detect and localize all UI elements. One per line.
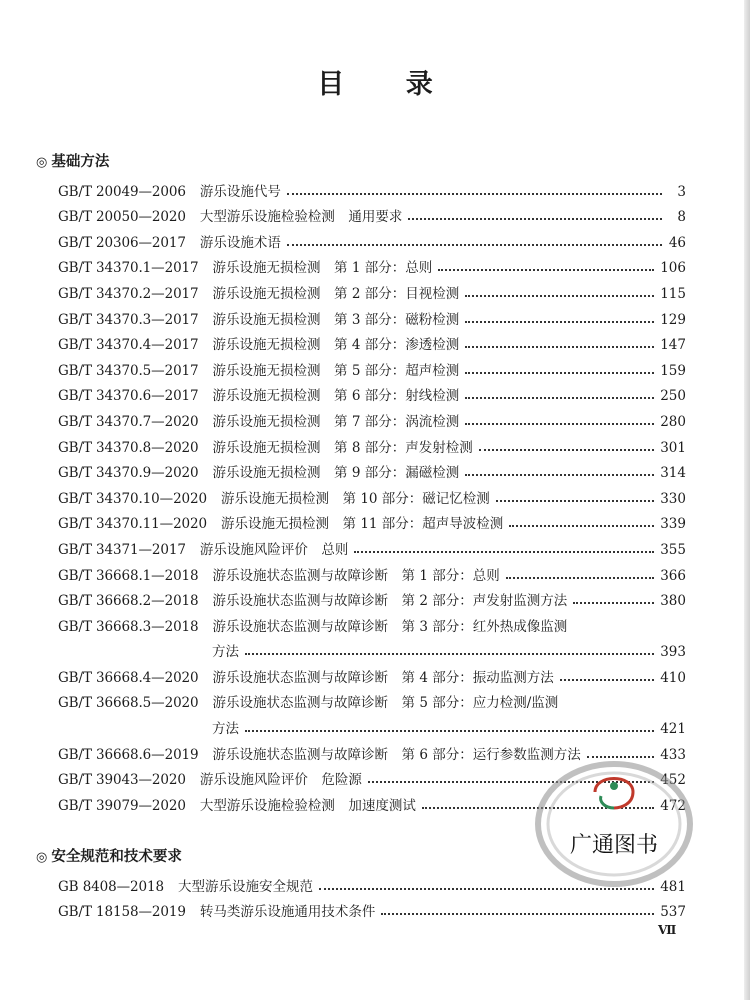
standard-title: 游乐设施无损检测 第 2 部分：目视检测 bbox=[212, 285, 460, 302]
dot-leader bbox=[496, 499, 654, 502]
toc-entry bbox=[36, 353, 686, 379]
dot-leader bbox=[573, 601, 654, 604]
standard-code: GB/T 18158—2019 bbox=[58, 904, 186, 921]
toc-entry bbox=[36, 686, 686, 712]
standard-title: 游乐设施状态监测与故障诊断 第 5 部分：应力检测/监测 bbox=[212, 695, 559, 712]
standard-code: GB/T 36668.5—2020 bbox=[58, 695, 199, 712]
dot-leader bbox=[465, 473, 654, 476]
dot-leader bbox=[354, 550, 654, 553]
standard-code: GB/T 36668.6—2019 bbox=[58, 746, 199, 763]
page-ref: 537 bbox=[660, 904, 686, 921]
toc-entry bbox=[36, 507, 686, 533]
page-ref: 472 bbox=[660, 797, 686, 814]
standard-title: 转马类游乐设施通用技术条件 bbox=[199, 904, 376, 921]
standard-title: 大型游乐设施检验检测 加速度测试 bbox=[199, 797, 416, 814]
toc-entry-continuation bbox=[36, 711, 686, 737]
page-number: Ⅶ bbox=[658, 923, 677, 937]
toc-entry bbox=[36, 225, 686, 251]
standard-title: 游乐设施代号 bbox=[199, 183, 281, 200]
toc-entry bbox=[36, 302, 686, 328]
toc-entry bbox=[36, 481, 686, 507]
toc-entry bbox=[36, 174, 686, 200]
page-ref: 421 bbox=[660, 721, 686, 738]
dot-leader bbox=[465, 396, 654, 399]
dot-leader bbox=[465, 294, 654, 297]
page-ref: 129 bbox=[660, 311, 686, 328]
standard-code: GB/T 39079—2020 bbox=[58, 797, 186, 814]
standard-title: 游乐设施无损检测 第 6 部分：射线检测 bbox=[212, 388, 460, 405]
standard-code: GB/T 39043—2020 bbox=[58, 772, 186, 789]
standard-code: GB/T 36668.4—2020 bbox=[58, 669, 199, 686]
standard-title: 游乐设施无损检测 第 5 部分：超声检测 bbox=[212, 362, 460, 379]
standard-code: GB/T 34371—2017 bbox=[58, 541, 186, 558]
standard-title: 游乐设施状态监测与故障诊断 第 4 部分：振动监测方法 bbox=[212, 669, 554, 686]
dot-leader bbox=[381, 912, 654, 915]
toc-entry bbox=[36, 584, 686, 610]
page-ref: 280 bbox=[660, 413, 686, 430]
dot-leader bbox=[509, 524, 654, 527]
page-ref: 433 bbox=[660, 746, 686, 763]
page-ref: 147 bbox=[660, 337, 686, 354]
standard-title: 大型游乐设施安全规范 bbox=[178, 878, 314, 895]
section-heading bbox=[36, 150, 686, 174]
toc-entry bbox=[36, 456, 686, 482]
toc-entry bbox=[36, 276, 686, 302]
section-heading-label: 基础方法 bbox=[51, 154, 110, 170]
standard-code: GB/T 20306—2017 bbox=[58, 234, 186, 251]
standard-title: 游乐设施状态监测与故障诊断 第 2 部分：声发射监测方法 bbox=[212, 593, 568, 610]
toc-entry bbox=[36, 430, 686, 456]
standard-title: 游乐设施术语 bbox=[199, 234, 281, 251]
toc-entry bbox=[36, 660, 686, 686]
standard-code: GB/T 34370.1—2017 bbox=[58, 260, 199, 277]
page-ref: 3 bbox=[677, 183, 686, 200]
page-ref: 250 bbox=[660, 388, 686, 405]
page-ref: 339 bbox=[660, 516, 686, 533]
page-title: 目 录 bbox=[317, 69, 459, 100]
page-ref: 380 bbox=[660, 593, 686, 610]
dot-leader bbox=[479, 448, 655, 451]
toc-list bbox=[36, 174, 686, 814]
dot-leader bbox=[465, 345, 654, 348]
dot-leader bbox=[506, 576, 655, 579]
toc-entry-continuation bbox=[36, 635, 686, 661]
standard-title: 游乐设施风险评价 危险源 bbox=[199, 772, 362, 789]
page-ref: 301 bbox=[660, 439, 686, 456]
standard-code: GB/T 34370.11—2020 bbox=[58, 516, 208, 533]
standard-title: 游乐设施无损检测 第 3 部分：磁粉检测 bbox=[212, 311, 460, 328]
standard-title: 游乐设施无损检测 第 1 部分：总则 bbox=[212, 260, 433, 277]
dot-leader bbox=[560, 678, 655, 681]
logo-icon bbox=[595, 779, 633, 809]
standard-title: 游乐设施无损检测 第 9 部分：漏磁检测 bbox=[212, 465, 460, 482]
standard-code: GB/T 34370.6—2017 bbox=[58, 388, 199, 405]
standard-code: GB/T 36668.3—2018 bbox=[58, 618, 199, 635]
standard-code: GB/T 34370.3—2017 bbox=[58, 311, 199, 328]
standard-code: GB/T 36668.1—2018 bbox=[58, 567, 199, 584]
dot-leader bbox=[438, 268, 654, 271]
standard-title: 游乐设施无损检测 第 8 部分：声发射检测 bbox=[212, 439, 473, 456]
standard-code: GB/T 34370.9—2020 bbox=[58, 465, 199, 482]
page-ref: 366 bbox=[660, 567, 686, 584]
svg-text:广通图书: 广通图书 bbox=[569, 833, 659, 858]
toc-entry bbox=[36, 895, 686, 921]
toc-entry bbox=[36, 379, 686, 405]
standard-code: GB/T 34370.4—2017 bbox=[58, 337, 199, 354]
standard-title: 游乐设施状态监测与故障诊断 第 6 部分：运行参数监测方法 bbox=[212, 746, 581, 763]
standard-title-continuation: 方法 bbox=[212, 721, 239, 738]
page-ref: 481 bbox=[660, 878, 686, 895]
page-ref: 115 bbox=[660, 285, 686, 302]
standard-title: 游乐设施无损检测 第 7 部分：涡流检测 bbox=[212, 413, 460, 430]
dot-leader bbox=[465, 371, 654, 374]
standard-title: 游乐设施无损检测 第 11 部分：超声导波检测 bbox=[221, 516, 504, 533]
standard-code: GB/T 34370.5—2017 bbox=[58, 362, 199, 379]
dot-leader bbox=[465, 422, 654, 425]
toc-entry bbox=[36, 558, 686, 584]
standard-title: 大型游乐设施检验检测 通用要求 bbox=[199, 209, 403, 226]
toc-entry bbox=[36, 251, 686, 277]
standard-title: 游乐设施风险评价 总则 bbox=[199, 541, 349, 558]
page-ref: 106 bbox=[660, 260, 686, 277]
double-circle-icon: ◎ bbox=[36, 155, 48, 170]
publisher-stamp bbox=[533, 752, 695, 890]
standard-code: GB 8408—2018 bbox=[58, 878, 165, 895]
dot-leader bbox=[245, 652, 654, 655]
dot-leader bbox=[245, 729, 654, 732]
standard-code: GB/T 34370.2—2017 bbox=[58, 285, 199, 302]
page-ref: 46 bbox=[668, 234, 686, 251]
page-ref: 452 bbox=[660, 772, 686, 789]
page-ref: 410 bbox=[660, 669, 686, 686]
page-ref: 159 bbox=[660, 362, 686, 379]
standard-code: GB/T 36668.2—2018 bbox=[58, 593, 199, 610]
section-basic-methods bbox=[36, 150, 686, 814]
standard-title: 游乐设施状态监测与故障诊断 第 3 部分：红外热成像监测 bbox=[212, 618, 568, 635]
dot-leader bbox=[465, 320, 654, 323]
double-circle-icon: ◎ bbox=[36, 850, 48, 865]
page-ref: 330 bbox=[660, 490, 686, 507]
standard-code: GB/T 34370.10—2020 bbox=[58, 490, 208, 507]
page-ref: 8 bbox=[677, 209, 686, 226]
dot-leader bbox=[408, 217, 662, 220]
dot-leader bbox=[287, 243, 662, 246]
page-ref: 355 bbox=[660, 541, 686, 558]
page-ref: 314 bbox=[660, 465, 686, 482]
section-heading-label: 安全规范和技术要求 bbox=[51, 849, 182, 865]
standard-title: 游乐设施无损检测 第 4 部分：渗透检测 bbox=[212, 337, 460, 354]
toc-entry bbox=[36, 328, 686, 354]
dot-leader bbox=[287, 192, 662, 195]
toc-entry bbox=[36, 609, 686, 635]
standard-code: GB/T 34370.8—2020 bbox=[58, 439, 199, 456]
page-edge bbox=[744, 0, 750, 1000]
toc-entry bbox=[36, 532, 686, 558]
standard-code: GB/T 20049—2006 bbox=[58, 183, 186, 200]
page-ref: 393 bbox=[660, 644, 686, 661]
toc-entry bbox=[36, 200, 686, 226]
standard-code: GB/T 20050—2020 bbox=[58, 209, 186, 226]
standard-code: GB/T 34370.7—2020 bbox=[58, 413, 199, 430]
standard-title-continuation: 方法 bbox=[212, 644, 239, 661]
toc-entry bbox=[36, 404, 686, 430]
standard-title: 游乐设施无损检测 第 10 部分：磁记忆检测 bbox=[221, 490, 490, 507]
standard-title: 游乐设施状态监测与故障诊断 第 1 部分：总则 bbox=[212, 567, 500, 584]
